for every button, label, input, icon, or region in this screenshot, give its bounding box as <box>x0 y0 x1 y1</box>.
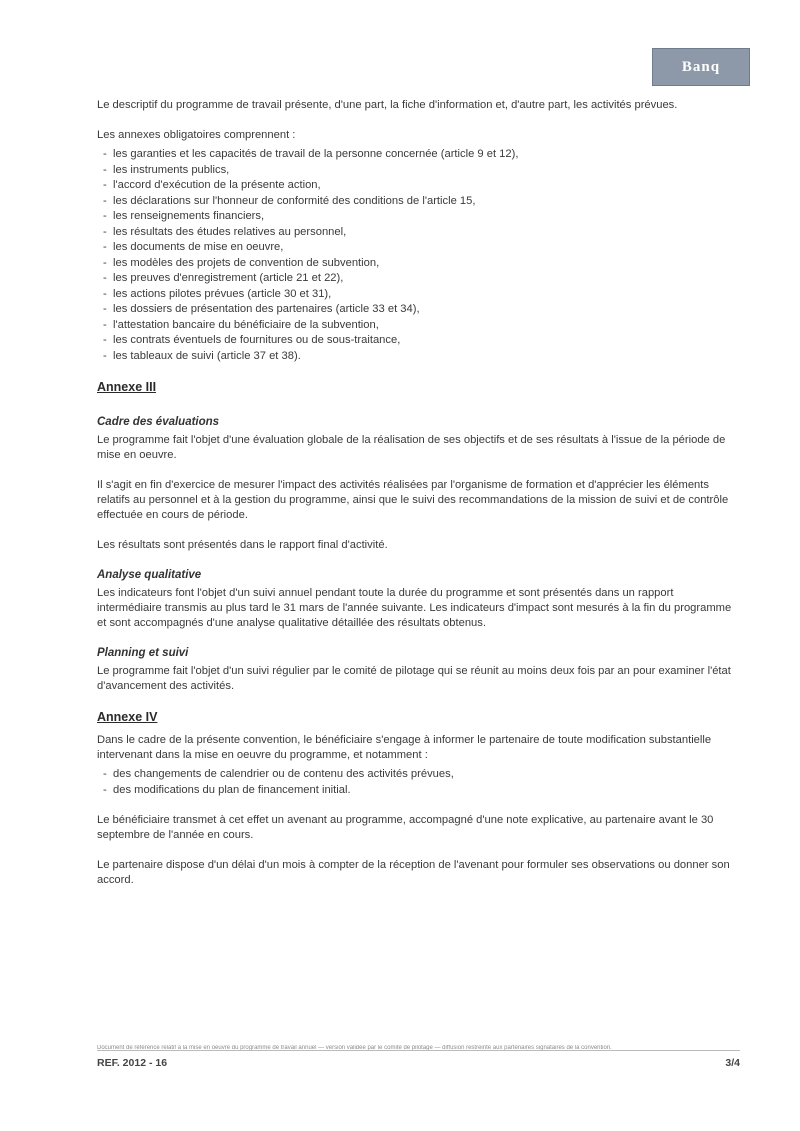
intro-paragraph: Le descriptif du programme de travail présente, d'une part, la fiche d'information et, d'autre part, les activités prévues. <box>97 99 678 111</box>
list-item: - les instruments publics, <box>113 163 737 179</box>
paragraph: Le partenaire dispose d'un délai d'un mois à compter de la réception de l'avenant pour formuler ses observations ou donner son accord. <box>97 859 730 886</box>
paragraph: Les indicateurs font l'objet d'un suivi annuel pendant toute la durée du programme et sont présentés dans un rapport intermédiaire transmis au plus tard le 31 mars de l'année suivante. Les indicateurs d'impact sont mesurés à la fin du programme et sont accompagnés d'une analyse qualitative détaillée des résultats obtenus. <box>97 587 732 629</box>
list-item: - les résultats des études relatives au personnel, <box>113 225 737 241</box>
paragraph: Les résultats sont présentés dans le rapport final d'activité. <box>97 539 388 551</box>
list-item: - l'attestation bancaire du bénéficiaire de la subvention, <box>113 318 737 334</box>
subsection-heading-evaluations: Cadre des évaluations <box>97 416 220 428</box>
footer-divider <box>97 1050 740 1051</box>
footer-fine-print: Document de référence relatif à la mise en oeuvre du programme de travail annuel — version validée par le comité de pilotage — diffusion restreinte aux partenaires signataires de la convention. <box>97 1045 612 1051</box>
paragraph: Le bénéficiaire transmet à cet effet un avenant au programme, accompagné d'une note explicative, au partenaire avant le 30 septembre de l'année en cours. <box>97 814 714 841</box>
list-item: - les preuves d'enregistrement (article 21 et 22), <box>113 271 737 287</box>
paragraph: Le programme fait l'objet d'un suivi régulier par le comité de pilotage qui se réunit au moins deux fois par an pour examiner l'état d'avancement des activités. <box>97 665 731 692</box>
list-item: - les déclarations sur l'honneur de conformité des conditions de l'article 15, <box>113 194 737 210</box>
list-item: - les renseignements financiers, <box>113 209 737 225</box>
modification-list <box>97 767 737 798</box>
list-item: - les contrats éventuels de fournitures ou de sous-traitance, <box>113 333 737 349</box>
list-item: - les tableaux de suivi (article 37 et 38). <box>113 349 737 365</box>
section-heading-annexe-iv: Annexe IV <box>97 710 158 724</box>
list-item: - l'accord d'exécution de la présente action, <box>113 178 737 194</box>
organization-logo: Banq <box>652 48 750 86</box>
subsection-heading-planning: Planning et suivi <box>97 647 189 659</box>
list-item: - des modifications du plan de financement initial. <box>113 783 737 799</box>
footer-reference: REF. 2012 - 16 <box>97 1057 168 1069</box>
list-item: - les garanties et les capacités de travail de la personne concernée (article 9 et 12), <box>113 147 737 163</box>
paragraph: Le programme fait l'objet d'une évaluation globale de la réalisation de ses objectifs et de ses résultats à l'issue de la période de mise en oeuvre. <box>97 434 726 461</box>
paragraph: Il s'agit en fin d'exercice de mesurer l'impact des activités réalisées par l'organisme de formation et d'apprécier les éléments relatifs au personnel et à la gestion du programme, ainsi que le suivi des recommandations de la mission de suivi et de contrôle effectuée en cours de période. <box>97 479 729 521</box>
list-item: - les modèles des projets de convention de subvention, <box>113 256 737 272</box>
required-annexes-list <box>97 147 737 364</box>
subsection-heading-analysis: Analyse qualitative <box>97 569 202 581</box>
list-title: Les annexes obligatoires comprennent : <box>97 129 296 141</box>
document-body <box>97 98 737 903</box>
list-item: - les dossiers de présentation des partenaires (article 33 et 34), <box>113 302 737 318</box>
page-number: 3/4 <box>725 1057 740 1069</box>
list-item: - les documents de mise en oeuvre, <box>113 240 737 256</box>
list-item: - les actions pilotes prévues (article 30 et 31), <box>113 287 737 303</box>
list-item: - des changements de calendrier ou de contenu des activités prévues, <box>113 767 737 783</box>
paragraph: Dans le cadre de la présente convention, le bénéficiaire s'engage à informer le partenaire de toute modification substantielle intervenant dans la mise en oeuvre du programme, et notamment : <box>97 734 712 761</box>
section-heading-annexe-iii: Annexe III <box>97 380 157 394</box>
